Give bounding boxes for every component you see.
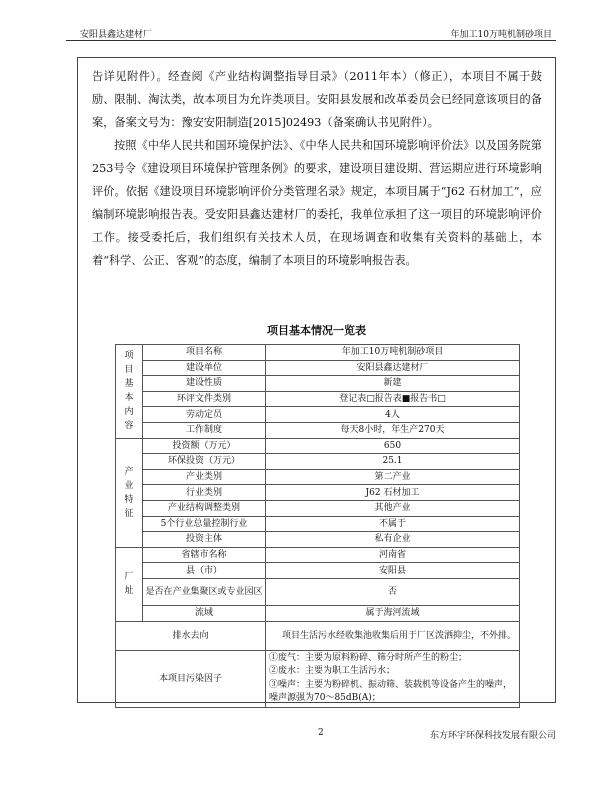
table-row <box>116 621 520 650</box>
row-label: 是否在产业集聚区或专业园区 <box>143 578 266 605</box>
table-title: 项目基本情况一览表 <box>267 324 366 337</box>
row-label: 环评文件类别 <box>143 391 266 407</box>
table-row <box>116 376 520 392</box>
table-row <box>116 438 520 454</box>
group-industry-cell <box>116 438 143 547</box>
row-value: J62 石材加工 <box>266 485 520 501</box>
row-value: 第二产业 <box>266 469 520 485</box>
row-label: 县（市） <box>143 563 266 579</box>
drain-label: 排水去向 <box>116 621 266 650</box>
pollute-line: ①废气：主要为原料粉碎、筛分时所产生的粉尘； <box>269 652 468 663</box>
table-row <box>116 650 520 707</box>
drain-value: 项目生活污水经收集池收集后用于厂区泼洒抑尘，不外排。 <box>266 621 520 650</box>
table-row <box>116 422 520 438</box>
table-row <box>116 345 520 361</box>
body-text <box>92 65 542 272</box>
table-row <box>116 391 520 407</box>
row-label: 工作制度 <box>143 422 266 438</box>
row-label: 流域 <box>143 605 266 621</box>
page-header <box>66 24 556 41</box>
table-row <box>116 407 520 423</box>
row-label: 项目名称 <box>143 345 266 361</box>
table-row <box>116 485 520 501</box>
paragraph-2: 按照《中华人民共和国环境保护法》、《中华人民共和国环境影响评价法》以及国务院第253号令《建设项目环境保护管理条例》的要求，建设项目建设期、营运期应进行环境影响评价。依据《建设项目环境影响评价分类管理名录》规定，本项目属于“J62 石材加工”，应编制环境影响报告表。受安阳县鑫达建材厂的委托，我单位承担了这一项目的环境影响评价工作。接受委托后，我们组织有关技术人员，在现场调查和收集有关资料的基础上，本着“科学、公正、客观”的态度，编制了本项目的环境影响报告表。 <box>92 139 542 267</box>
table-row <box>116 500 520 516</box>
row-label: 投资主体 <box>143 532 266 548</box>
row-label: 产业类别 <box>143 469 266 485</box>
group-project-label: 项目基本内容 <box>124 351 134 432</box>
pollute-line: ③噪声：主要为粉碎机、振动筛、装载机等设备产生的噪声，噪声源强为70～85dB(A)； <box>269 679 513 703</box>
row-value: 不属于 <box>266 516 520 532</box>
row-value: 年加工10万吨机制砂项目 <box>266 345 520 361</box>
row-value: 650 <box>266 438 520 454</box>
row-value: 新建 <box>266 376 520 392</box>
row-value: 其他产业 <box>266 500 520 516</box>
pollute-label: 本项目污染因子 <box>116 650 266 707</box>
table-row <box>116 563 520 579</box>
row-label: 环保投资（万元） <box>143 454 266 470</box>
pollute-value <box>266 650 520 707</box>
table-row <box>116 516 520 532</box>
table-row <box>116 547 520 563</box>
row-value: 否 <box>266 578 520 605</box>
row-value: 登记表□报告表■报告书□ <box>266 391 520 407</box>
header-project: 年加工10万吨机制砂项目 <box>450 30 552 40</box>
table-row <box>116 360 520 376</box>
row-value: 安阳县鑫达建材厂 <box>266 360 520 376</box>
group-site-label: 厂址 <box>124 572 134 597</box>
group-industry-label: 产业特征 <box>124 466 134 519</box>
row-label: 5个行业总量控制行业 <box>143 516 266 532</box>
row-label: 投资额（万元） <box>143 438 266 454</box>
table-row <box>116 532 520 548</box>
group-project-cell <box>116 345 143 439</box>
table-row <box>116 578 520 605</box>
row-label: 劳动定员 <box>143 407 266 423</box>
header-client: 安阳县鑫达建材厂 <box>80 30 153 40</box>
row-label: 产业结构调整类别 <box>143 500 266 516</box>
row-value: 每天8小时，年生产270天 <box>266 422 520 438</box>
row-value: 河南省 <box>266 547 520 563</box>
pollute-line: ②废水：主要为职工生活污水； <box>269 666 396 676</box>
row-value: 安阳县 <box>266 563 520 579</box>
footer-company: 东方环宇环保科技发展有限公司 <box>429 731 556 741</box>
paragraph-1: 告详见附件）。经查阅《产业结构调整指导目录》（2011年本）（修正），本项目不属于鼓励、限制、淘汰类，故本项目为允许类项目。安阳县发展和改革委员会已经同意该项目的备案，备案文号为：豫安安阳制造[2015]02493（备案确认书见附件）。 <box>92 70 542 129</box>
group-site-cell <box>116 547 143 621</box>
row-label: 行业类别 <box>143 485 266 501</box>
row-label: 建设单位 <box>143 360 266 376</box>
row-label: 建设性质 <box>143 376 266 392</box>
table-row <box>116 454 520 470</box>
row-value: 25.1 <box>266 454 520 470</box>
row-value: 私有企业 <box>266 532 520 548</box>
page-number: 2 <box>318 728 324 738</box>
table-row <box>116 469 520 485</box>
row-label: 省辖市名称 <box>143 547 266 563</box>
row-value: 属于海河流域 <box>266 605 520 621</box>
project-info-table <box>115 344 520 708</box>
table-row <box>116 605 520 621</box>
row-value: 4人 <box>266 407 520 423</box>
